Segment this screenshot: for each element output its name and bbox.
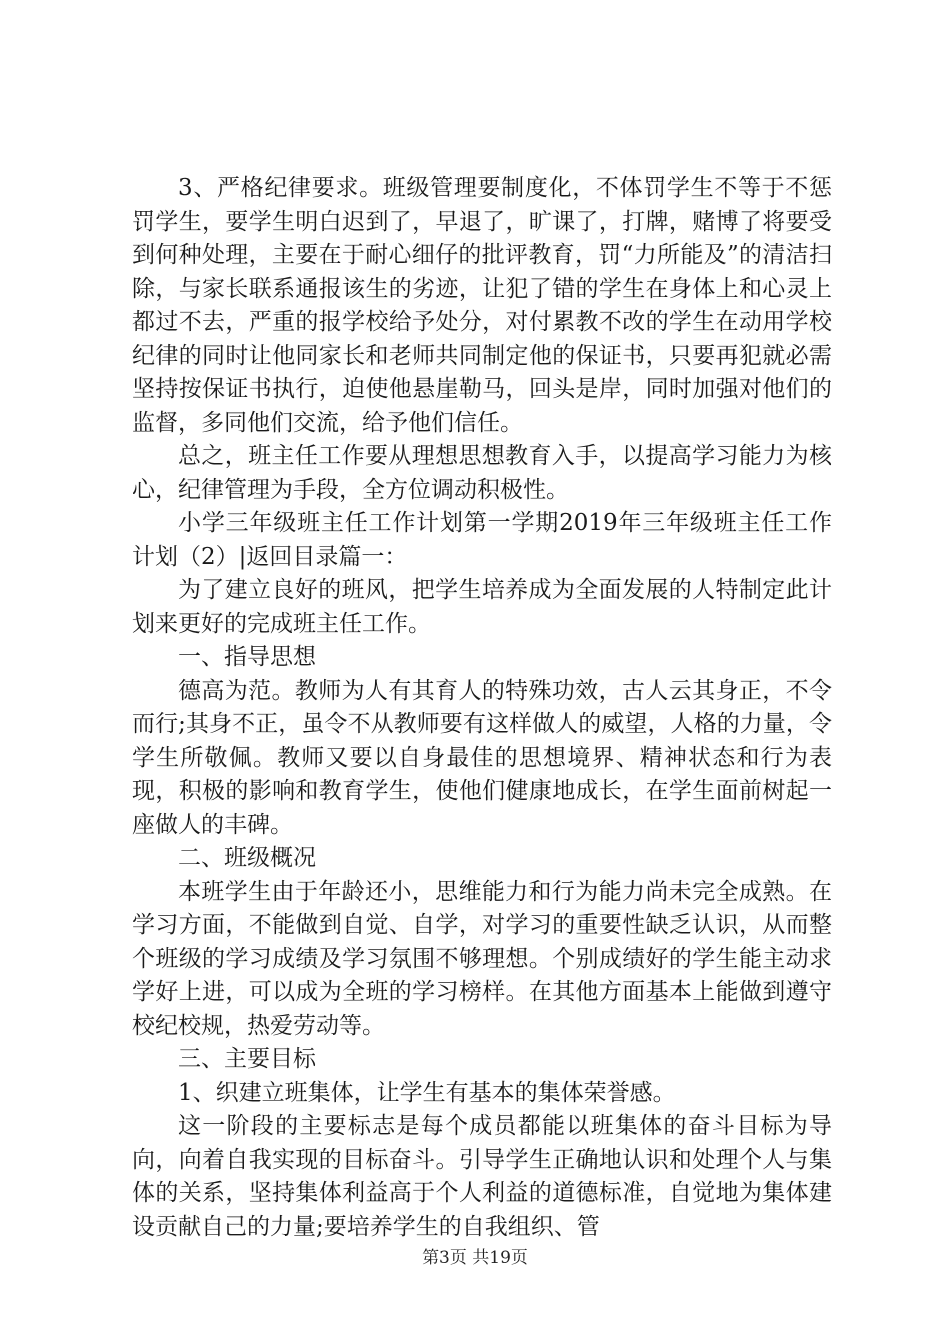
heading-main-goals: 三、主要目标 <box>178 1046 316 1072</box>
paragraph-goal-1: 1、织建立班集体，让学生有基本的集体荣誉感。 <box>178 1079 676 1106</box>
document-body <box>132 172 832 1244</box>
heading-guiding-thought: 一、指导思想 <box>178 644 316 670</box>
paragraph-plan-title: 小学三年级班主任工作计划第一学期2019年三年级班主任工作计划（2）|返回目录篇一： <box>132 510 832 570</box>
paragraph-discipline: 3、严格纪律要求。班级管理要制度化，不体罚学生不等于不惩罚学生，要学生明白迟到了，早退了，旷课了，打牌，赌博了将要受到何种处理，主要在于耐心细仔的批评教育，罚“力所能及”的清洁扫除，与家长联系通报该生的劣迹，让犯了错的学生在身体上和心灵上都过不去，严重的报学校给予处分，对付累教不改的学生在动用学校纪律的同时让他同家长和老师共同制定他的保证书，只要再犯就必需坚持按保证书执行，迫使他悬崖勒马，回头是岸，同时加强对他们的监督，多同他们交流，给予他们信任。 <box>132 175 832 436</box>
heading-class-overview: 二、班级概况 <box>178 845 316 871</box>
paragraph-guiding-thought: 德高为范。教师为人有其育人的特殊功效，古人云其身正，不令而行;其身不正，虽令不从教师要有这样做人的威望，人格的力量，令学生所敬佩。教师又要以自身最佳的思想境界、精神状态和行为表现，积极的影响和教育学生，使他们健康地成长，在学生面前树起一座做人的丰碑。 <box>132 677 832 838</box>
paragraph-intro: 为了建立良好的班风，把学生培养成为全面发展的人特制定此计划来更好的完成班主任工作。 <box>132 577 832 637</box>
paragraph-goal-1-detail: 这一阶段的主要标志是每个成员都能以班集体的奋斗目标为导向，向着自我实现的目标奋斗。引导学生正确地认识和处理个人与集体的关系，坚持集体利益高于个人利益的道德标准，自觉地为集体建设贡献自己的力量;要培养学生的自我组织、管 <box>132 1113 832 1240</box>
paragraph-class-overview: 本班学生由于年龄还小，思维能力和行为能力尚未完全成熟。在学习方面，不能做到自觉、自学，对学习的重要性缺乏认识，从而整个班级的学习成绩及学习氛围不够理想。个别成绩好的学生能主动求学好上进，可以成为全班的学习榜样。在其他方面基本上能做到遵守校纪校规，热爱劳动等。 <box>132 878 832 1039</box>
page-number-footer: 第3页 共19页 <box>422 1248 528 1268</box>
paragraph-summary: 总之，班主任工作要从理想思想教育入手，以提高学习能力为核心，纪律管理为手段，全方位调动积极性。 <box>132 443 832 503</box>
